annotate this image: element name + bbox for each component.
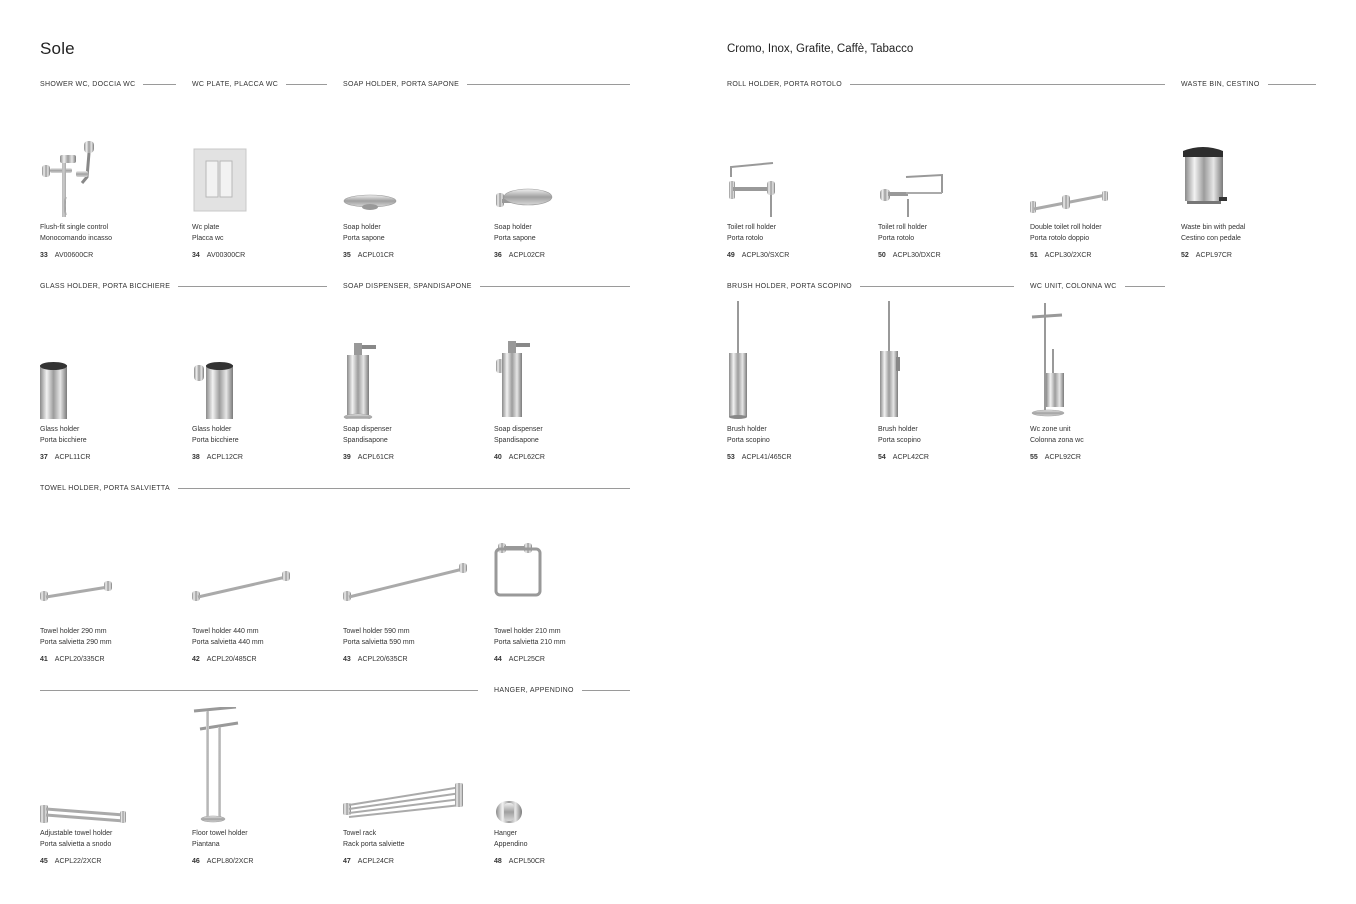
product-code xyxy=(494,656,545,663)
product-name-en: Hanger xyxy=(494,830,517,837)
product-code xyxy=(343,454,394,461)
soap-dish-icon xyxy=(343,137,453,217)
product-number: 35 xyxy=(343,252,351,259)
product-number: 49 xyxy=(727,252,735,259)
product-code xyxy=(343,858,394,865)
section-hanger: HANGER, APPENDINO xyxy=(40,685,630,695)
product-name-it: Spandisapone xyxy=(494,436,539,444)
product-name-it: Porta sapone xyxy=(343,234,385,242)
page-title: Sole xyxy=(40,39,75,58)
product-name-it: Placca wc xyxy=(192,234,224,242)
towel-rack-icon xyxy=(343,743,467,823)
product-name-en: Towel holder 210 mm xyxy=(494,628,561,635)
product-number: 41 xyxy=(40,656,48,663)
product-name-en: Towel rack xyxy=(343,830,377,837)
product-number: 46 xyxy=(192,858,200,865)
section-shower-wc: SHOWER WC, DOCCIA WC xyxy=(40,79,176,89)
towel-bar-long-icon xyxy=(343,541,469,621)
product-name-en: Glass holder xyxy=(40,426,80,433)
bidet-shower-icon xyxy=(40,137,150,217)
product-name-en: Soap holder xyxy=(494,224,532,231)
product-name-it: Porta salvietta 440 mm xyxy=(192,638,264,646)
floor-stand-icon xyxy=(192,707,240,823)
product-code xyxy=(343,252,394,259)
product-sku: ACPL11CR xyxy=(54,454,91,461)
product-name-it: Rack porta salviette xyxy=(343,840,405,848)
section-roll-holder: ROLL HOLDER, PORTA ROTOLO xyxy=(727,79,1165,89)
section-wc-unit: WC UNIT, COLONNA WC xyxy=(1030,281,1165,291)
product-name-en: Brush holder xyxy=(878,426,918,433)
product-name-it: Porta salvietta a snodo xyxy=(40,840,112,848)
product-name-en: Soap dispenser xyxy=(494,426,543,433)
product-code xyxy=(343,656,408,663)
roll-holder-left-icon xyxy=(727,137,837,217)
product-code xyxy=(494,454,545,461)
product-name-it: Porta rotolo xyxy=(727,234,764,242)
product-sku: ACPL22/2XCR xyxy=(54,858,102,865)
product-sku: ACPL92CR xyxy=(1044,454,1081,461)
product-number: 34 xyxy=(192,252,200,259)
product-sku: ACPL24CR xyxy=(357,858,394,865)
section-soap-dispenser: SOAP DISPENSER, SPANDISAPONE xyxy=(343,281,630,291)
product-code xyxy=(727,252,789,259)
product-name-it: Cestino con pedale xyxy=(1181,234,1241,242)
section-brush-holder: BRUSH HOLDER, PORTA SCOPINO xyxy=(727,281,1014,291)
product-number: 39 xyxy=(343,454,351,461)
product-sku: ACPL01CR xyxy=(357,252,394,259)
product-code xyxy=(494,252,545,259)
product-code xyxy=(192,252,245,259)
swivel-towel-icon xyxy=(40,739,128,823)
hook-icon xyxy=(494,743,604,823)
product-number: 44 xyxy=(494,656,502,663)
product-name-it: Porta salvietta 590 mm xyxy=(343,638,415,646)
product-name-it: Porta bicchiere xyxy=(40,436,87,444)
product-name-en: Towel holder 440 mm xyxy=(192,628,259,635)
product-number: 36 xyxy=(494,252,502,259)
product-name-en: Toilet roll holder xyxy=(878,224,928,231)
product-code xyxy=(192,656,257,663)
dispenser-wall-icon xyxy=(494,339,604,419)
product-sku: ACPL20/335CR xyxy=(54,656,105,663)
product-number: 50 xyxy=(878,252,886,259)
product-number: 38 xyxy=(192,454,200,461)
product-name-en: Glass holder xyxy=(192,426,232,433)
product-sku: ACPL20/635CR xyxy=(357,656,408,663)
product-code xyxy=(40,252,93,259)
product-name-it: Appendino xyxy=(494,840,528,848)
product-sku: ACPL80/2XCR xyxy=(206,858,254,865)
product-code xyxy=(878,454,929,461)
product-name-it: Porta scopino xyxy=(878,436,921,444)
product-sku: ACPL25CR xyxy=(508,656,545,663)
product-name-en: Double toilet roll holder xyxy=(1030,224,1102,231)
product-code xyxy=(1181,252,1232,259)
product-name-en: Soap dispenser xyxy=(343,426,392,433)
product-sku: AV00300CR xyxy=(206,252,246,259)
section-wc-plate: WC PLATE, PLACCA WC xyxy=(192,79,327,89)
product-sku: ACPL30/2XCR xyxy=(1044,252,1092,259)
product-number: 51 xyxy=(1030,252,1038,259)
product-number: 33 xyxy=(40,252,48,259)
wc-column-icon xyxy=(1030,303,1068,417)
product-sku: ACPL30/DXCR xyxy=(892,252,941,259)
product-number: 48 xyxy=(494,858,502,865)
product-name-en: Wc zone unit xyxy=(1030,426,1071,433)
section-soap-holder: SOAP HOLDER, PORTA SAPONE xyxy=(343,79,630,89)
product-number: 47 xyxy=(343,858,351,865)
product-sku: ACPL50CR xyxy=(508,858,545,865)
product-code xyxy=(40,656,105,663)
product-code xyxy=(192,858,254,865)
toilet-brush-wall-icon xyxy=(878,301,902,419)
product-name-it: Porta scopino xyxy=(727,436,770,444)
product-sku: ACPL20/485CR xyxy=(206,656,257,663)
product-name-en: Adjustable towel holder xyxy=(40,830,113,837)
product-name-it: Spandisapone xyxy=(343,436,388,444)
product-sku: ACPL12CR xyxy=(206,454,243,461)
product-name-en: Waste bin with pedal xyxy=(1181,224,1246,231)
product-name-it: Piantana xyxy=(192,840,220,848)
wc-plate-icon xyxy=(192,137,302,217)
pedal-bin-icon xyxy=(1181,137,1291,217)
section-towel-holder: TOWEL HOLDER, PORTA SALVIETTA xyxy=(40,483,630,493)
product-name-en: Towel holder 290 mm xyxy=(40,628,107,635)
product-name-it: Porta rotolo doppio xyxy=(1030,234,1090,242)
product-name-it: Porta salvietta 290 mm xyxy=(40,638,112,646)
product-number: 53 xyxy=(727,454,735,461)
product-sku: ACPL30/SXCR xyxy=(741,252,790,259)
glass-icon xyxy=(40,339,150,419)
product-sku: ACPL97CR xyxy=(1195,252,1232,259)
glass-wall-icon xyxy=(192,339,302,419)
product-name-it: Porta bicchiere xyxy=(192,436,239,444)
product-sku: ACPL02CR xyxy=(508,252,545,259)
product-name-en: Soap holder xyxy=(343,224,381,231)
product-code xyxy=(878,252,941,259)
product-number: 45 xyxy=(40,858,48,865)
section-waste-bin: WASTE BIN, CESTINO xyxy=(1181,79,1316,89)
finishes-subtitle: Cromo, Inox, Grafite, Caffè, Tabacco xyxy=(727,43,914,55)
product-sku: ACPL41/465CR xyxy=(741,454,792,461)
roll-holder-right-icon xyxy=(878,137,988,217)
dispenser-icon xyxy=(343,339,453,419)
towel-bar-short-icon xyxy=(40,541,150,621)
product-name-it: Monocomando incasso xyxy=(40,234,112,242)
product-name-en: Floor towel holder xyxy=(192,830,248,837)
product-number: 37 xyxy=(40,454,48,461)
towel-ring-icon xyxy=(494,541,604,621)
section-glass-holder: GLASS HOLDER, PORTA BICCHIERE xyxy=(40,281,327,291)
roll-holder-double-icon xyxy=(1030,137,1140,217)
product-sku: ACPL62CR xyxy=(508,454,545,461)
product-number: 55 xyxy=(1030,454,1038,461)
product-code xyxy=(1030,454,1081,461)
product-number: 54 xyxy=(878,454,886,461)
product-sku: ACPL61CR xyxy=(357,454,394,461)
product-number: 42 xyxy=(192,656,200,663)
product-number: 52 xyxy=(1181,252,1189,259)
product-sku: AV00600CR xyxy=(54,252,94,259)
product-name-it: Porta rotolo xyxy=(878,234,915,242)
product-name-en: Toilet roll holder xyxy=(727,224,777,231)
product-name-it: Colonna zona wc xyxy=(1030,436,1084,444)
product-code xyxy=(192,454,243,461)
product-name-en: Wc plate xyxy=(192,224,220,231)
product-code xyxy=(494,858,545,865)
product-number: 40 xyxy=(494,454,502,461)
product-name-en: Flush-fit single control xyxy=(40,224,109,231)
product-name-en: Brush holder xyxy=(727,426,767,433)
product-code xyxy=(40,858,102,865)
product-name-en: Towel holder 590 mm xyxy=(343,628,410,635)
product-code xyxy=(1030,252,1092,259)
product-name-it: Porta salvietta 210 mm xyxy=(494,638,566,646)
product-name-it: Porta sapone xyxy=(494,234,536,242)
product-sku: ACPL42CR xyxy=(892,454,929,461)
soap-dish-wall-icon xyxy=(494,137,604,217)
product-code xyxy=(40,454,90,461)
product-number: 43 xyxy=(343,656,351,663)
toilet-brush-icon xyxy=(727,301,751,419)
towel-bar-medium-icon xyxy=(192,541,302,621)
product-code xyxy=(727,454,792,461)
